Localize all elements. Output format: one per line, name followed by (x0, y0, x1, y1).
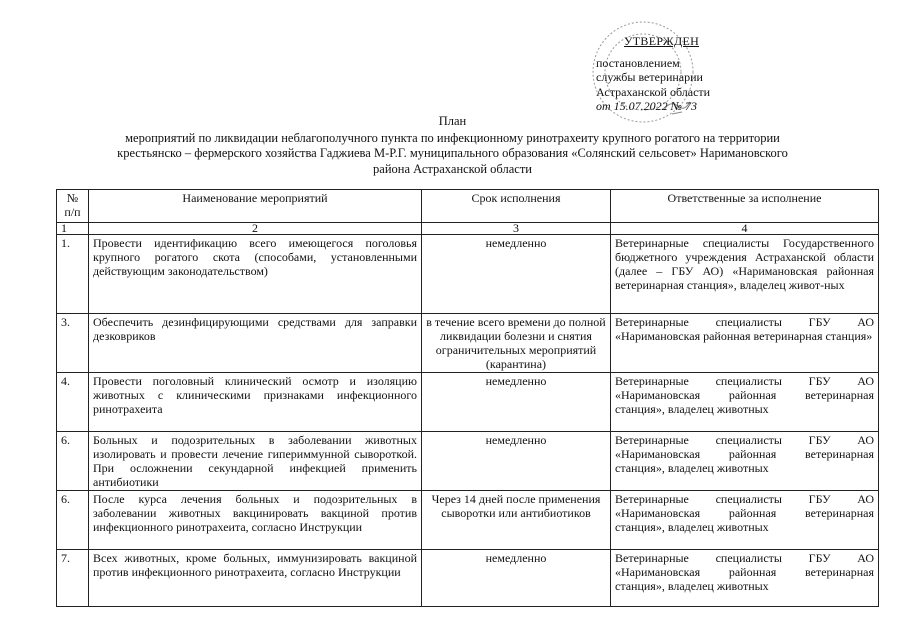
row-term: в течение всего времени до полной ликвидации болезни и снятия ограничительных мероприятий (карантина) (422, 314, 611, 373)
row-term: немедленно (422, 432, 611, 491)
approval-date-number: от 15.07.2022 № 73 (596, 99, 697, 113)
table-row (57, 432, 879, 491)
approval-line: постановлением (596, 55, 680, 70)
measures-table (56, 189, 879, 607)
index-cell: 2 (89, 223, 422, 235)
row-term: немедленно (422, 550, 611, 607)
approval-line: службы ветеринарии (596, 70, 703, 84)
approval-title: УТВЕРЖДЕН (624, 34, 700, 48)
row-responsible: Ветеринарные специалисты ГБУ АО «Наримановская районная ветеринарная станция» (611, 314, 879, 373)
approval-line: Астраханской области (596, 84, 711, 99)
plan-title: План (438, 114, 467, 128)
row-term: немедленно (422, 235, 611, 314)
table-index-row (57, 223, 879, 235)
row-responsible (611, 235, 879, 314)
row-responsible: Ветеринарные специалисты ГБУ АО «Наримановская районная ветеринарная станция», владелец животных (611, 432, 879, 491)
row-measure: Провести идентификацию всего имеющегося поголовья крупного рогатого скота (способами, установленными действующим законодательством) (89, 235, 422, 314)
row-number: 6. (57, 432, 89, 491)
row-term: немедленно (422, 373, 611, 432)
row-number: 1. (57, 235, 89, 314)
table-header-row (57, 190, 879, 223)
header-responsible: Ответственные за исполнение (611, 190, 879, 223)
row-responsible: Ветеринарные специалисты ГБУ АО «Наримановская районная ветеринарная станция», владелец животных (611, 491, 879, 550)
plan-title-block (100, 114, 805, 177)
table-row (57, 491, 879, 550)
row-responsible-text: Ветеринарные специалисты Государственного бюджетного учреждения Астраханской области (далее – ГБУ АО) «Наримановская районная ветеринарная станция», владелец живот-ных (615, 236, 874, 292)
header-term: Срок исполнения (422, 190, 611, 223)
row-measure: После курса лечения больных и подозрительных в заболевании животных вакцинировать вакциной против инфекционного ринотрахеита, согласно Инструкции (89, 491, 422, 550)
row-responsible: Ветеринарные специалисты ГБУ АО «Наримановская районная ветеринарная станция», владелец животных (611, 373, 879, 432)
table-row (57, 235, 879, 314)
table-row (57, 373, 879, 432)
row-responsible: Ветеринарные специалисты ГБУ АО «Наримановская районная ветеринарная станция», владелец животных (611, 550, 879, 607)
row-number: 7. (57, 550, 89, 607)
index-cell: 4 (611, 223, 879, 235)
row-term: Через 14 дней после применения сыворотки или антибиотиков (422, 491, 611, 550)
row-number: 3. (57, 314, 89, 373)
row-measure: Обеспечить дезинфицирующими средствами для заправки дезковриков (89, 314, 422, 373)
row-measure: Провести поголовный клинический осмотр и изоляцию животных с клиническими признаками инфекционного ринотрахеита (89, 373, 422, 432)
row-measure: Всех животных, кроме больных, иммунизировать вакциной против инфекционного ринотрахеита, согласно Инструкции (89, 550, 422, 607)
row-number: 4. (57, 373, 89, 432)
approval-block (596, 34, 736, 114)
header-num: № п/п (57, 190, 89, 223)
table-row (57, 550, 879, 607)
index-cell: 1 (57, 223, 89, 235)
table-row (57, 314, 879, 373)
row-measure: Больных и подозрительных в заболевании животных изолировать и провести лечение гипериммунной сывороткой. При осложнении секундарной инфекцией применить антибиотики (89, 432, 422, 491)
plan-subtitle: мероприятий по ликвидации неблагополучного пункта по инфекционному ринотрахеиту крупного рогатого на территории крестьянско – фермерского хозяйства Гаджиева М-Р.Г. муниципального образования «Солянский сельсовет» Наримановского района Астраханской области (117, 130, 788, 176)
index-cell: 3 (422, 223, 611, 235)
header-name: Наименование мероприятий (89, 190, 422, 223)
row-number: 6. (57, 491, 89, 550)
